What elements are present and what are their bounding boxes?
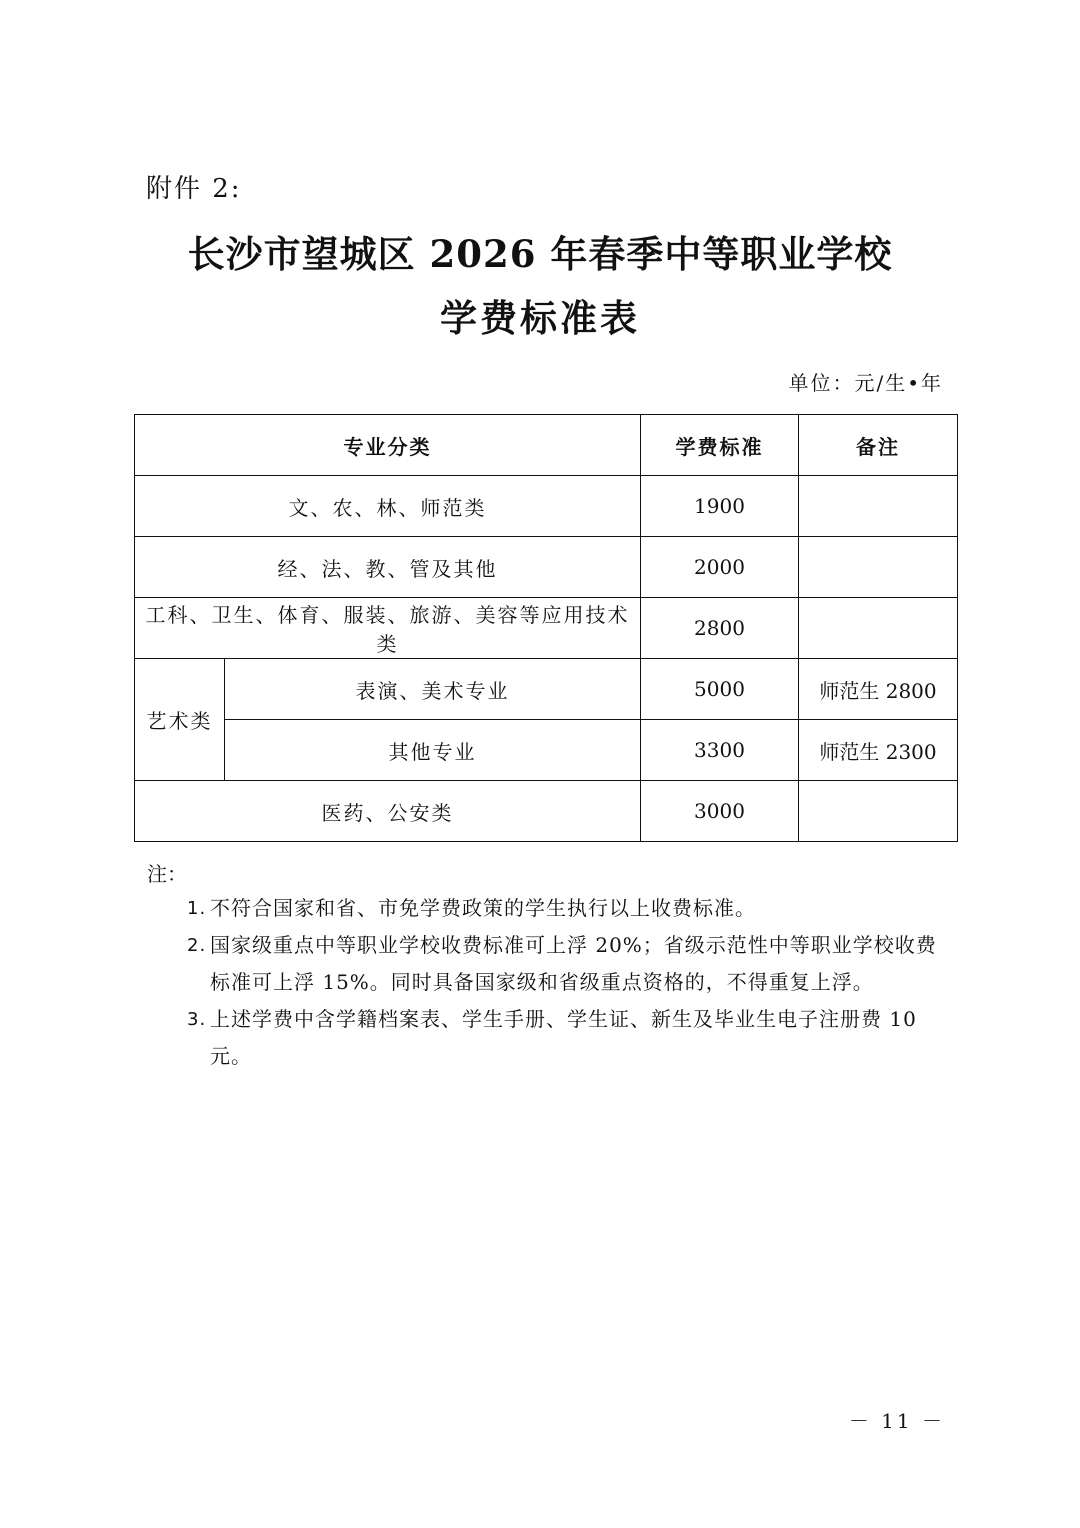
- tuition-fee-table: [134, 414, 958, 842]
- note-text: 不符合国家和省、市免学费政策的学生执行以上收费标准。: [210, 896, 756, 920]
- category-cell: 其他专业: [225, 720, 641, 781]
- document-title-line-2: 学费标准表: [440, 296, 640, 340]
- table-row: [135, 537, 958, 598]
- category-cell: 经、法、教、管及其他: [135, 537, 641, 598]
- note-item: [187, 1001, 957, 1075]
- note-text: 国家级重点中等职业学校收费标准可上浮 20%；省级示范性中等职业学校收费标准可上浮 15%。同时具备国家级和省级重点资格的，不得重复上浮。: [210, 933, 937, 994]
- attachment-label: 附件 2:: [146, 174, 242, 204]
- header-remark: 备注: [799, 415, 958, 476]
- note-number: 1.: [187, 898, 207, 919]
- remark-cell: [799, 781, 958, 842]
- category-cell: 文、农、林、师范类: [135, 476, 641, 537]
- header-category: 专业分类: [135, 415, 641, 476]
- note-number: 3.: [187, 1009, 207, 1030]
- category-cell: 医药、公安类: [135, 781, 641, 842]
- unit-label: 单位：元/生•年: [788, 371, 943, 395]
- fee-cell: 1900: [641, 476, 799, 537]
- remark-cell: [799, 476, 958, 537]
- table-row: [135, 476, 958, 537]
- fee-cell: 5000: [641, 659, 799, 720]
- remark-cell: 师范生 2800: [799, 659, 958, 720]
- remark-cell: [799, 537, 958, 598]
- art-group-cell: 艺术类: [135, 659, 225, 781]
- fee-cell: 3300: [641, 720, 799, 781]
- header-fee: 学费标准: [641, 415, 799, 476]
- category-cell: 表演、美术专业: [225, 659, 641, 720]
- note-item: [187, 927, 957, 1001]
- fee-cell: 3000: [641, 781, 799, 842]
- document-title-line-1: 长沙市望城区 2026 年春季中等职业学校: [187, 232, 893, 276]
- fee-cell: 2000: [641, 537, 799, 598]
- note-number: 2.: [187, 935, 207, 956]
- table-row: [135, 781, 958, 842]
- note-item: [187, 890, 957, 927]
- remark-cell: [799, 598, 958, 659]
- table-row: [135, 720, 958, 781]
- remark-cell: 师范生 2300: [799, 720, 958, 781]
- note-text: 上述学费中含学籍档案表、学生手册、学生证、新生及毕业生电子注册费 10 元。: [210, 1007, 917, 1068]
- table-row: [135, 659, 958, 720]
- table-row: [135, 598, 958, 659]
- notes-label: 注：: [147, 862, 187, 886]
- category-cell: 工科、卫生、体育、服装、旅游、美容等应用技术类: [135, 598, 641, 659]
- notes-list: [187, 890, 957, 1075]
- fee-cell: 2800: [641, 598, 799, 659]
- table-header-row: [135, 415, 958, 476]
- page-number: － 11 －: [848, 1409, 945, 1433]
